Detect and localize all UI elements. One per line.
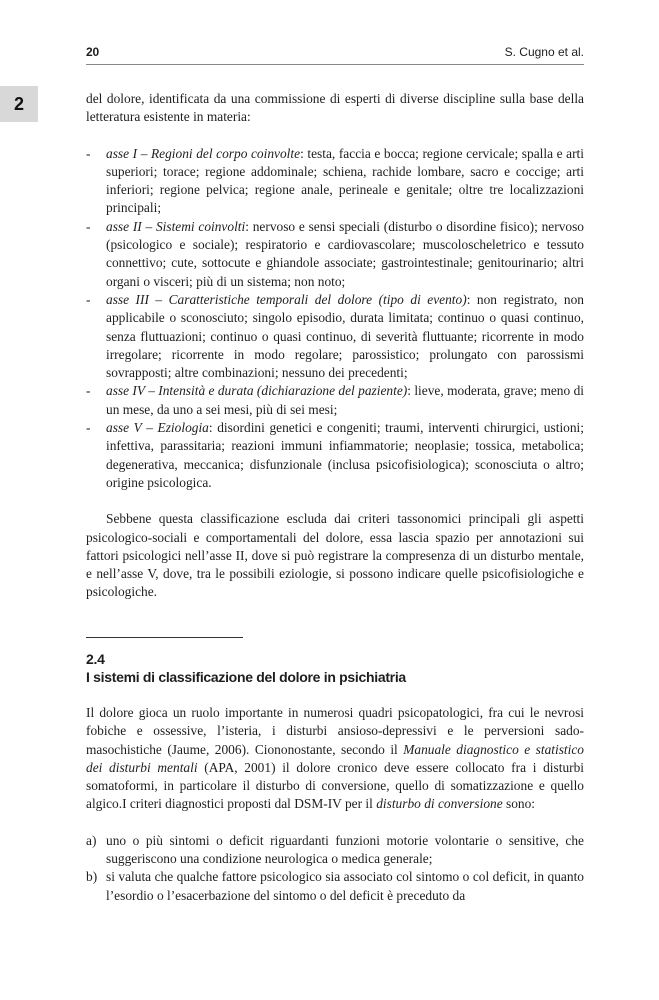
term-conversion-disorder: disturbo di conversione [376, 796, 503, 812]
axis-text: : testa, faccia e bocca; regione cervicale; spalla e arti superiori; torace; regione addominale; schiena, rachide lombare, sacro e coccige; arti inferiori; regione pelvica; regione anale, perineale e genitale; oltre tre localizzazioni principali; [106, 145, 584, 216]
axis-text: : non registrato, non applicabile o sconosciuto; singolo episodio, durata limitata; continuo o quasi continuo, senza fluttuazioni; continuo o quasi continuo, di severità fluttuante; ricorrente in modo irregolare; ricorrente in modo regolare; parossistico; prolungato con parossismi sovrapposti; altre combinazioni; nessuno dei precedenti; [106, 291, 584, 381]
axes-list [86, 145, 584, 493]
axis-item [86, 145, 584, 218]
criterion-marker: b) [86, 869, 98, 885]
paragraph-text: Il dolore gioca un ruolo importante in numerosi quadri psicopatologici, fra cui le nevrosi fobiche e ossessive, l’isteria, i disturbi ansioso-depressivi e le perversioni sado-masochistiche (Jaume, 2006). Ciononostante, secondo il [86, 705, 584, 757]
list-dash: - [86, 145, 91, 161]
criterion-text: uno o più sintomi o deficit riguardanti funzioni motorie volontarie o sensitive, che suggeriscono una condizione neurologica o medica generale; [106, 832, 584, 867]
chapter-number: 2 [13, 93, 24, 114]
list-dash: - [86, 383, 91, 399]
paragraph-psychiatry [86, 704, 584, 814]
criterion-item [86, 868, 584, 905]
axis-label: asse V – Eziologia [106, 420, 209, 436]
chapter-tab [0, 86, 38, 122]
axis-item [86, 218, 584, 291]
page-number: 20 [86, 45, 99, 59]
axis-text: : disordini genetici e congeniti; traumi, interventi chirurgici, ustioni; infettiva, parassitaria; reazioni immuni infiammatorie; neoplasie; tossica, metabolica; degenerativa, meccanica; disfunzionale (inclusa psicofisiologica); sconosciuta o altro; origine psicologica. [106, 420, 584, 490]
axis-label: asse I – Regioni del corpo coinvolte [106, 145, 301, 161]
header-rule [86, 64, 584, 65]
paragraph-classification-note: Sebbene questa classificazione escluda dai criteri tassonomici principali gli aspetti psicologico-sociali e comportamentali del dolore, essa lascia spazio per annotazioni sui fattori psicologici nell’asse II, dove si può registrare la compresenza di un disturbo mentale, e nell’asse V, dove, tra le possibili eziologie, si possono indicare quelle psicofisiologiche e psicologiche. [86, 511, 584, 600]
list-dash: - [86, 218, 91, 234]
paragraph-text: sono: [502, 796, 536, 812]
criteria-list [86, 832, 584, 905]
axis-label: asse III – Caratteristiche temporali del dolore (tipo di evento) [106, 291, 467, 307]
axis-item [86, 291, 584, 382]
list-dash: - [86, 291, 91, 307]
axis-label: asse II – Sistemi coinvolti [106, 218, 246, 234]
text-block-upper [86, 90, 584, 602]
paragraph-text: (APA, 2001) il dolore cronico deve essere collocato fra i disturbi somatoformi, in particolare il disturbo di conversione, quello di somatizzazione e quello algico.I criteri diagnostici proposti dal DSM-IV per il [86, 759, 585, 812]
intro-continuation: del dolore, identificata da una commissione di esperti di diverse discipline sulla base della letteratura esistente in materia: [86, 91, 584, 125]
axis-text: : lieve, moderata, grave; meno di un mese, da uno a sei mesi, più di sei mesi; [106, 383, 584, 417]
axis-item [86, 419, 584, 492]
text-block-lower [86, 704, 584, 905]
criterion-text: si valuta che qualche fattore psicologico sia associato col sintomo o col deficit, in quanto l’esordio o l’esacerbazione del sintomo o del deficit è preceduto da [106, 869, 584, 903]
running-head-authors: S. Cugno et al. [504, 45, 584, 59]
list-dash: - [86, 420, 91, 436]
book-title-dsm: Manuale diagnostico e statistico dei disturbi mentali [86, 741, 584, 775]
criterion-marker: a) [86, 832, 97, 848]
criterion-item [86, 832, 584, 869]
axis-label: asse IV – Intensità e durata (dichiarazione del paziente) [106, 383, 408, 399]
section-title: I sistemi di classificazione del dolore in psichiatria [86, 669, 406, 685]
axis-text: : nervoso e sensi speciali (disturbo o disordine fisico); nervoso (psicologico e sociale); respiratorio e cardiovascolare; muscoloscheletrico e tessuto connettivo; cute, sottocute e ghiandole associate; gastrointestinale; genitourinario; altri organi o visceri; più di un sistema; non noto; [106, 218, 585, 289]
section-number: 2.4 [86, 651, 105, 667]
section-rule [86, 637, 243, 638]
axis-item [86, 382, 584, 419]
